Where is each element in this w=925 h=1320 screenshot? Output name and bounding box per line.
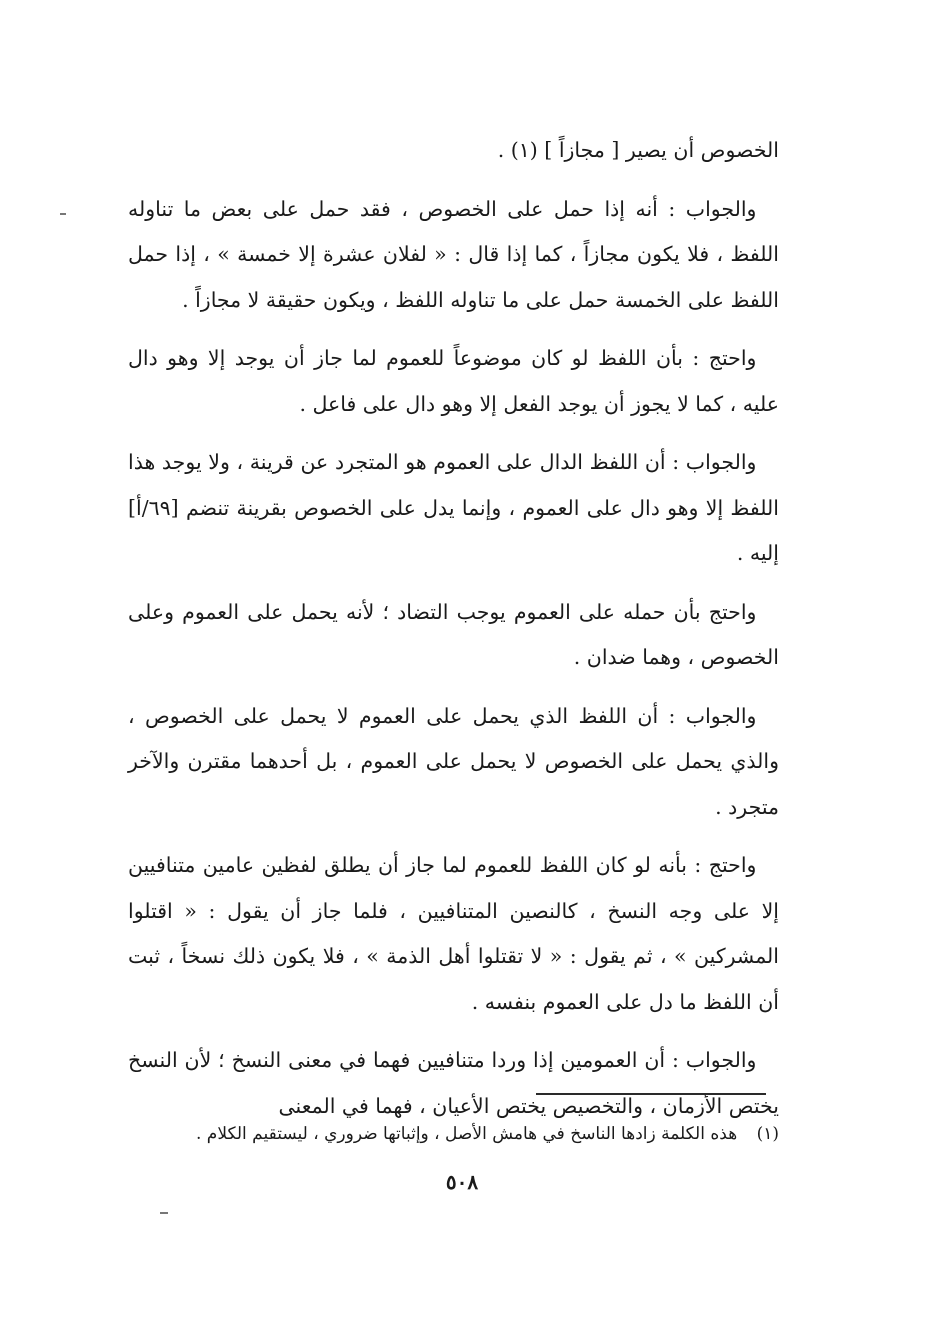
paragraph-3: واحتج : بأن اللفظ لو كان موضوعاً للعموم لما جاز أن يوجد إلا وهو دال عليه ، كما لا يجوز أن يوجد الفعل إلا وهو دال على فاعل . (128, 346, 779, 416)
paragraph-5: واحتج بأن حمله على العموم يوجب التضاد ؛ لأنه يحمل على العموم وعلى الخصوص ، وهما ضدان . (128, 599, 779, 669)
paragraph-6: والجواب : أن اللفظ الذي يحمل على العموم لا يحمل على الخصوص ، والذي يحمل على الخصوص لا يحمل على العموم ، بل أحدهما مقترن والآخر متجرد . (128, 703, 779, 819)
paragraph-1: الخصوص أن يصير [ مجازاً ] (١) . (497, 138, 779, 162)
footnote (128, 1116, 779, 1152)
paragraph-7: واحتج : بأنه لو كان اللفظ للعموم لما جاز أن يطلق لفظين عامين متنافيين إلا على وجه النسخ ، كالنصين المتنافيين ، فلما جاز أن يقول : « اقتلوا المشركين » ، ثم يقول : « لا تقتلوا أهل الذمة » ، فلا يكون ذلك نسخاً ، ثبت أن اللفظ ما دل على العموم بنفسه . (128, 853, 779, 1014)
paragraph-2: والجواب : أنه إذا حمل على الخصوص ، فقد حمل على بعض ما تناوله اللفظ ، فلا يكون مجازاً ، كما إذا قال : « لفلان عشرة إلا خمسة » ، إذا حمل اللفظ على الخمسة حمل على ما تناوله اللفظ ، ويكون حقيقة لا مجازاً . (128, 196, 779, 312)
scan-speck (60, 213, 66, 215)
scan-speck (160, 1212, 168, 1214)
footnote-divider (536, 1093, 766, 1095)
footnote-marker: (١) (756, 1124, 779, 1144)
paragraph-4: والجواب : أن اللفظ الدال على العموم هو المتجرد عن قرينة ، ولا يوجد هذا اللفظ إلا وهو دال على العموم ، وإنما يدل على الخصوص بقرينة تنضم [٦٩/أ] إليه . (128, 450, 779, 565)
footnote-text: هذه الكلمة زادها الناسخ في هامش الأصل ، وإثباتها ضروري ، ليستقيم الكلام . (195, 1124, 738, 1144)
main-text (128, 128, 779, 1129)
paragraph-8: والجواب : أن العمومين إذا وردا متنافيين فهما في معنى النسخ ؛ لأن النسخ يختص الأزمان ، والتخصيص يختص الأعيان ، فهما في المعنى (128, 1048, 779, 1118)
page-number: ٥٠٨ (445, 1170, 479, 1194)
